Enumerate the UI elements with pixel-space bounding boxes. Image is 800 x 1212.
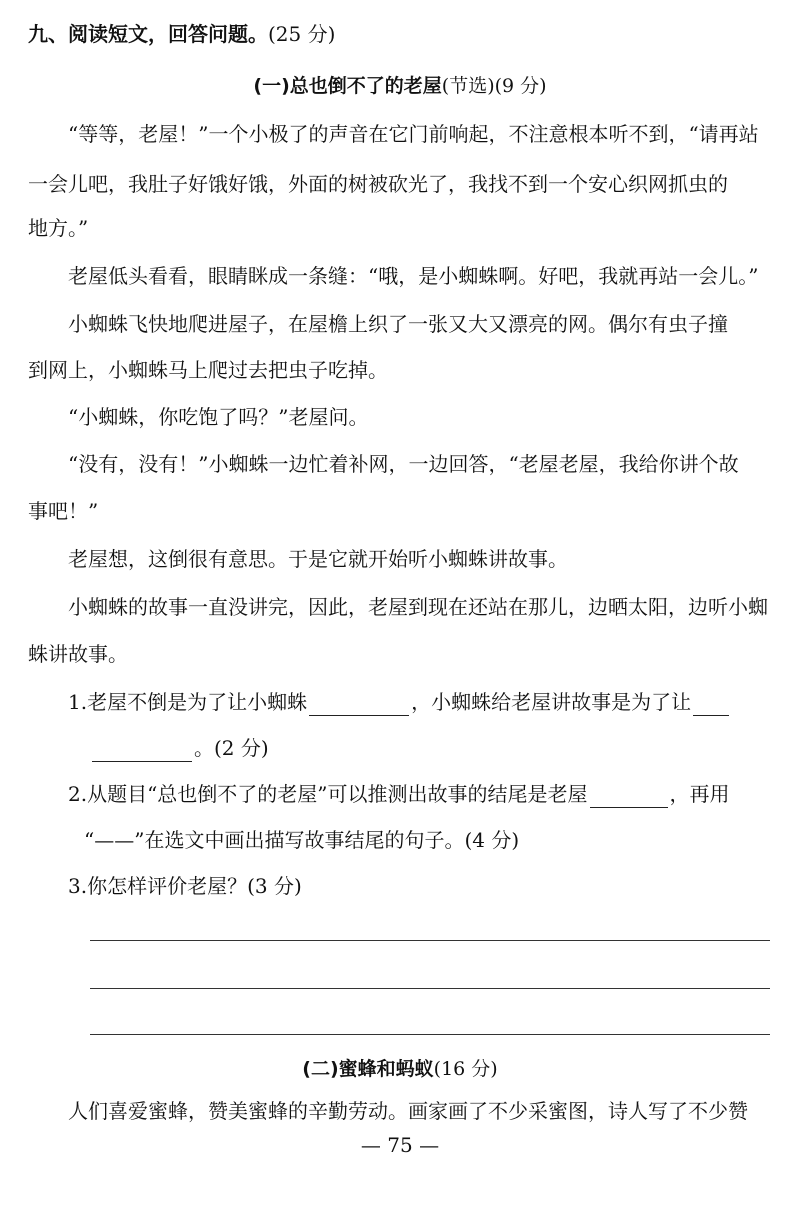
passage1-title-note: (节选)(9 分) <box>441 75 547 97</box>
answer-line[interactable] <box>90 1034 770 1035</box>
question-1-text-b: ，小蜘蛛给老屋讲故事是为了让 <box>411 690 692 714</box>
answer-blank-1a[interactable] <box>309 695 409 716</box>
passage1-line: 老屋低头看看，眼睛眯成一条缝：“哦，是小蜘蛛啊。好吧，我就再站一会儿。” <box>68 264 759 288</box>
answer-line[interactable] <box>90 940 770 941</box>
passage1-line: 一会儿吧，我肚子好饿好饿，外面的树被砍光了，我找不到一个安心织网抓虫的 <box>28 172 728 196</box>
answer-line[interactable] <box>90 988 770 989</box>
section-heading-score: (25 分) <box>268 22 336 46</box>
answer-blank-2[interactable] <box>590 787 668 808</box>
passage1-title <box>0 72 800 100</box>
question-1-cont <box>90 734 269 762</box>
answer-blank-1c[interactable] <box>92 741 192 762</box>
passage2-line: 人们喜爱蜜蜂，赞美蜜蜂的辛勤劳动。画家画了不少采蜜图，诗人写了不少赞 <box>68 1099 748 1123</box>
passage1-line: 老屋想，这倒很有意思。于是它就开始听小蜘蛛讲故事。 <box>68 547 568 571</box>
question-2 <box>68 780 730 808</box>
section-heading-label: 九、阅读短文，回答问题。 <box>28 22 268 46</box>
passage1-line: 地方。” <box>28 216 89 240</box>
question-1-text-a: 1.老屋不倒是为了让小蜘蛛 <box>68 690 308 714</box>
passage2-title <box>0 1055 800 1083</box>
question-1 <box>68 688 731 716</box>
section-heading <box>28 20 335 48</box>
passage1-line: “没有，没有！”小蜘蛛一边忙着补网，一边回答，“老屋老屋，我给你讲个故 <box>68 452 739 476</box>
passage2-title-text: (二)蜜蜂和蚂蚁 <box>302 1058 434 1080</box>
question-1-text-c: 。(2 分) <box>194 736 269 760</box>
passage1-line: “小蜘蛛，你吃饱了吗？”老屋问。 <box>68 405 369 429</box>
question-3: 3.你怎样评价老屋？(3 分) <box>68 874 302 898</box>
passage2-title-note: (16 分) <box>433 1058 498 1080</box>
page-number: — 75 — <box>360 1133 440 1157</box>
passage1-line: 蛛讲故事。 <box>28 642 128 666</box>
passage1-line: 小蜘蛛的故事一直没讲完，因此，老屋到现在还站在那儿，边晒太阳，边听小蜘 <box>68 595 768 619</box>
answer-blank-1b[interactable] <box>693 695 729 716</box>
question-2-text-b: ，再用 <box>669 782 730 806</box>
passage1-line: 事吧！” <box>28 499 99 523</box>
passage1-line: 到网上，小蜘蛛马上爬过去把虫子吃掉。 <box>28 358 388 382</box>
passage1-line: “等等，老屋！”一个小极了的声音在它门前响起，不注意根本听不到，“请再站 <box>68 122 759 146</box>
passage1-title-text: (一)总也倒不了的老屋 <box>253 75 442 97</box>
passage1-line: 小蜘蛛飞快地爬进屋子，在屋檐上织了一张又大又漂亮的网。偶尔有虫子撞 <box>68 312 728 336</box>
question-2-cont: “——”在选文中画出描写故事结尾的句子。(4 分) <box>84 828 520 852</box>
question-2-text-a: 2.从题目“总也倒不了的老屋”可以推测出故事的结尾是老屋 <box>68 782 588 806</box>
